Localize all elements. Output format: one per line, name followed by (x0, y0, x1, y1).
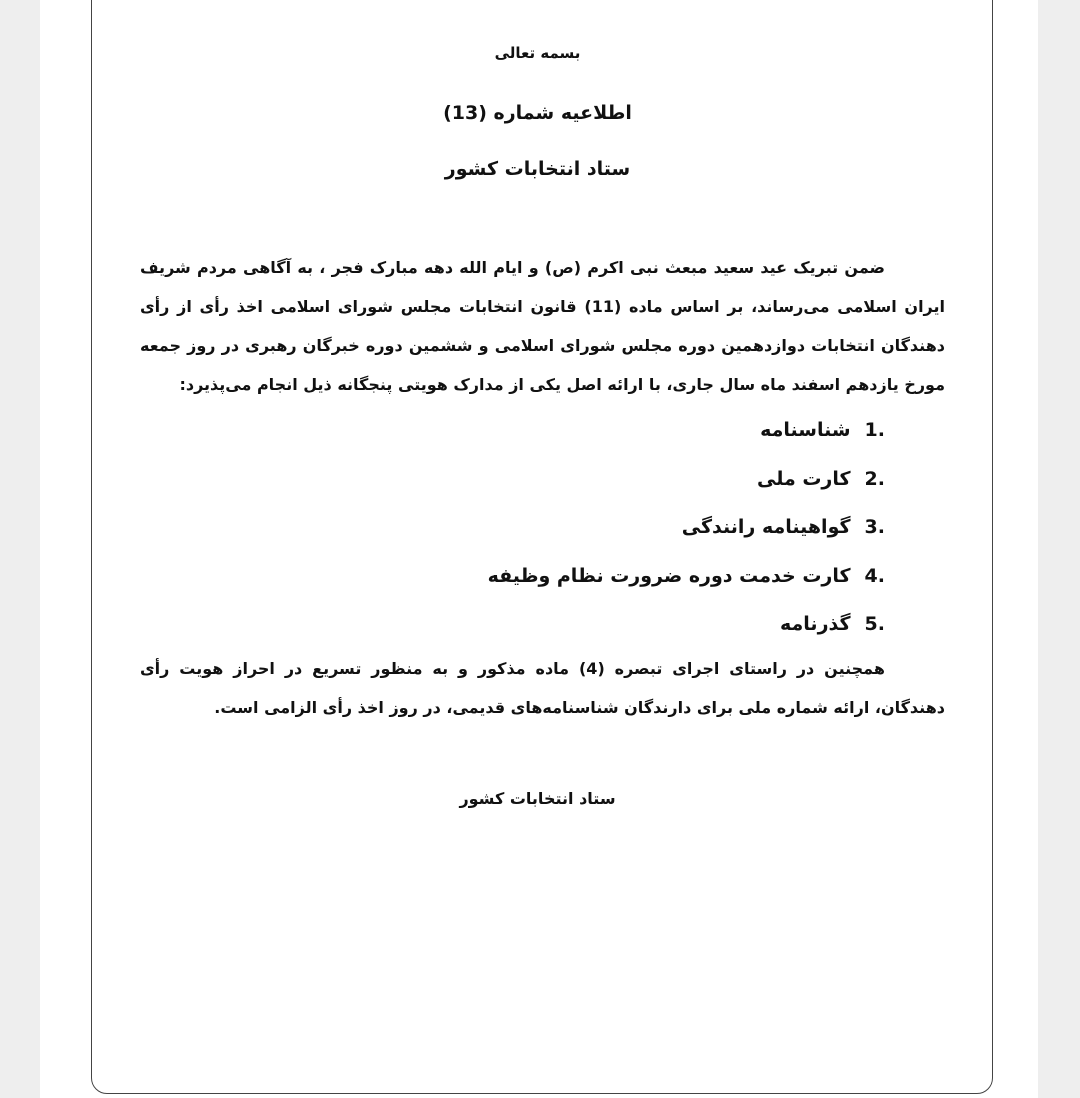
notice-number: اطلاعیه شماره (13) (443, 102, 632, 124)
list-item-label: گواهینامه رانندگی (681, 516, 851, 538)
list-item-number: 4. (864, 564, 885, 587)
list-item-number: 1. (864, 419, 885, 441)
list-item-label: کارت خدمت دوره ضرورت نظام وظیفه (487, 564, 851, 587)
list-item-number: 2. (864, 467, 885, 490)
signature: ستاد انتخابات کشور (459, 788, 616, 808)
list-item-number: 5. (864, 613, 885, 635)
list-item-label: کارت ملی (756, 467, 851, 490)
document-page (40, 0, 1038, 1098)
list-item-label: گذرنامه (780, 613, 851, 635)
basmala: بسمه تعالی (494, 44, 581, 62)
intro-paragraph: ضمن تبریک عید سعید مبعث نبی اکرم (ص) و ایام الله دهه مبارک فجر ، به آگاهی مردم شریف ایران اسلامی می‌رساند، بر اساس ماده (11) قانون انتخابات مجلس شورای اسلامی اخذ رأی از رأی دهندگان انتخابات دوازدهمین دوره مجلس شورای اسلامی و ششمین دوره خبرگان رهبری در روز جمعه مورخ یازدهم اسفند ماه سال جاری، با ارائه اصل یکی از مدارک هویتی پنجگانه ذیل انجام می‌پذیرد: (140, 258, 946, 394)
list-item-number: 3. (864, 516, 885, 538)
issuer-title: ستاد انتخابات کشور (444, 158, 631, 180)
documents-list (140, 406, 945, 649)
closing-paragraph: همچنین در راستای اجرای تبصره (4) ماده مذکور و به منظور تسریع در احراز هویت رأی دهندگان، ارائه شماره ملی برای دارندگان شناسنامه‌های قدیمی، در روز اخذ رأی الزامی است. (140, 658, 945, 717)
list-item (140, 552, 885, 601)
announcement (140, 30, 945, 808)
list-item (140, 600, 885, 649)
list-item-label: شناسنامه (760, 419, 851, 441)
list-item (140, 406, 885, 455)
list-item (140, 503, 885, 552)
list-item (140, 455, 885, 504)
